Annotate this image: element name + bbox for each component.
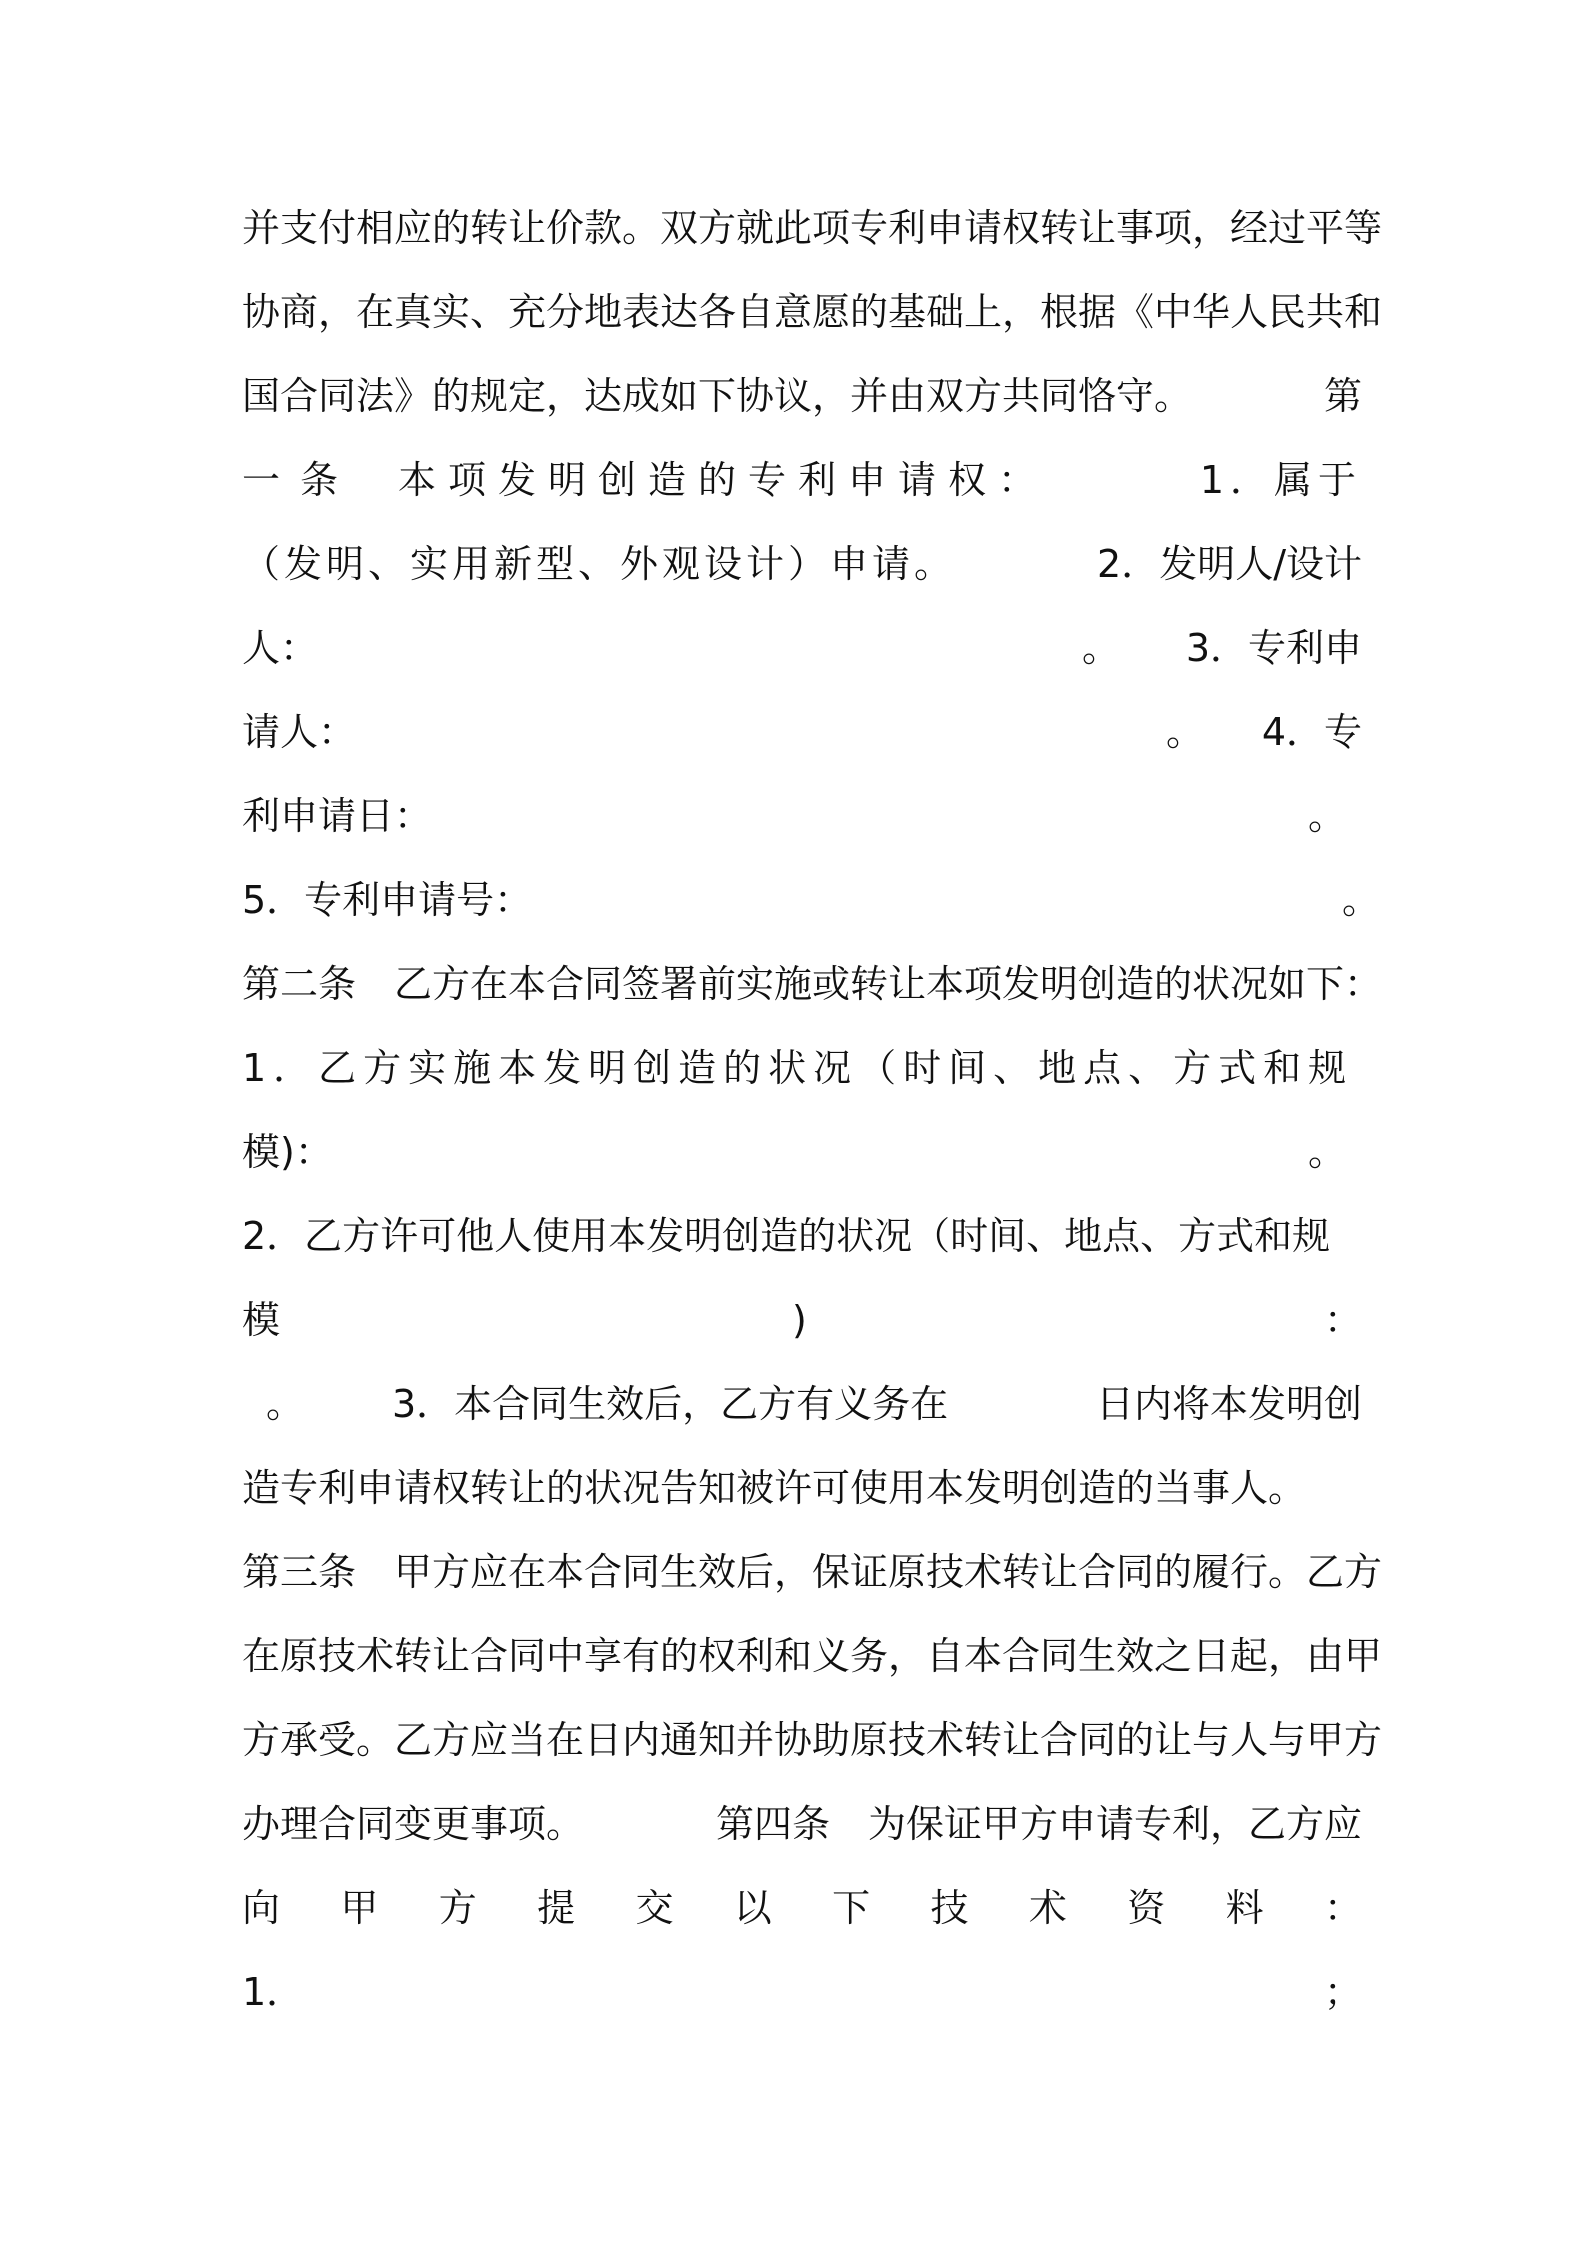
char: 料	[1225, 1886, 1264, 1930]
article-4-heading: 第四条 为保证甲方申请专利，乙方应	[715, 1802, 1362, 1846]
text-line-3	[242, 366, 1362, 426]
article-2-item-3-cont: 日内将本发明创	[1095, 1382, 1362, 1426]
char: 甲	[340, 1886, 379, 1930]
text-line-10	[242, 954, 1383, 1014]
text-line-11	[242, 1038, 1362, 1098]
text-line-21	[242, 1878, 1362, 1938]
article-3-heading: 第三条 甲方应在本合同生效后，保证原技术转让合同的履行。乙方	[242, 1550, 1383, 1594]
article-2-item-2: 2．乙方许可他人使用本发明创造的状况（时间、地点、方式和规	[242, 1214, 1331, 1258]
scale-paren: )	[792, 1298, 807, 1342]
scale-label-2: 模	[242, 1298, 281, 1342]
text-line-9	[242, 870, 1381, 930]
line-20-text: 办理合同变更事项。	[242, 1802, 585, 1846]
char: 交	[635, 1886, 674, 1930]
line-3-end: 第	[1323, 374, 1362, 418]
text-line-20	[242, 1794, 1362, 1854]
line-19-text: 方承受。乙方应当在日内通知并协助原技术转让合同的让与人与甲方	[242, 1718, 1383, 1762]
text-line-6	[242, 618, 1362, 678]
line-3-text: 国合同法》的规定，达成如下协议，并由双方共同恪守。	[242, 374, 1193, 418]
article-2-heading: 第二条 乙方在本合同签署前实施或转让本项发明创造的状况如下：	[242, 962, 1383, 1006]
item-1-label: 1．属于	[1199, 458, 1362, 502]
char: ：	[1323, 1886, 1362, 1930]
item-4-label: 4．专	[1261, 710, 1362, 754]
item-3-label: 3．专利申	[1185, 626, 1362, 670]
article-1-heading: 一条	[242, 458, 359, 502]
article-1-title: 本项发明创造的专利申请权：	[398, 458, 1049, 502]
item-2-end: 。	[266, 1382, 305, 1426]
applicant-end: 。	[1166, 710, 1205, 754]
text-line-4	[242, 450, 1362, 510]
line-2-text: 协商，在真实、充分地表达各自意愿的基础上，根据《中华人民共和	[242, 290, 1383, 334]
scale-colon: ：	[1323, 1298, 1362, 1342]
char: 术	[1028, 1886, 1067, 1930]
char: 向	[242, 1886, 281, 1930]
item-2-label: 2．发明人/设计	[1097, 542, 1362, 586]
application-date-label: 利申请日：	[242, 794, 433, 838]
char: 下	[832, 1886, 871, 1930]
inventor-end: 。	[1082, 626, 1121, 670]
text-line-7	[242, 702, 1362, 762]
application-number-end: 。	[1342, 878, 1381, 922]
text-line-17	[242, 1542, 1383, 1602]
text-line-2	[242, 282, 1383, 342]
material-item-1-label: 1．	[242, 1970, 305, 2014]
text-line-16	[242, 1458, 1362, 1518]
line-18-text: 在原技术转让合同中享有的权利和义务，自本合同生效之日起，由甲	[242, 1634, 1383, 1678]
line-16-text: 造专利申请权转让的状况告知被许可使用本发明创造的当事人。	[242, 1466, 1307, 1510]
text-line-14	[242, 1290, 1362, 1350]
scale-end: 。	[1308, 1130, 1347, 1174]
scale-label: 模)：	[242, 1130, 333, 1174]
char: 技	[930, 1886, 969, 1930]
text-line-12	[242, 1122, 1362, 1182]
line-1-text: 并支付相应的转让价款。双方就此项专利申请权转让事项，经过平等	[242, 206, 1383, 250]
text-line-22	[242, 1962, 1362, 2022]
inventor-label: 人：	[242, 626, 319, 670]
article-2-item-3: 3．本合同生效后，乙方有义务在	[392, 1382, 949, 1426]
patent-type-text: （发明、实用新型、外观设计）申请。	[242, 542, 957, 586]
char: 方	[438, 1886, 477, 1930]
application-number-label: 5．专利申请号：	[242, 878, 533, 922]
technical-materials-line	[242, 1878, 1362, 1938]
text-line-5	[242, 534, 1362, 594]
application-date-end: 。	[1308, 794, 1347, 838]
text-line-15	[242, 1374, 1362, 1434]
text-line-13	[242, 1206, 1362, 1266]
material-item-1-end: ；	[1323, 1970, 1362, 2014]
char: 以	[733, 1886, 772, 1930]
text-line-19	[242, 1710, 1383, 1770]
applicant-label: 请人：	[242, 710, 357, 754]
article-2-item-1: 1．乙方实施本发明创造的状况（时间、地点、方式和规	[242, 1046, 1354, 1090]
char: 提	[537, 1886, 576, 1930]
text-line-1	[242, 198, 1383, 258]
char: 资	[1127, 1886, 1166, 1930]
text-line-8	[242, 786, 1362, 846]
text-line-18	[242, 1626, 1383, 1686]
